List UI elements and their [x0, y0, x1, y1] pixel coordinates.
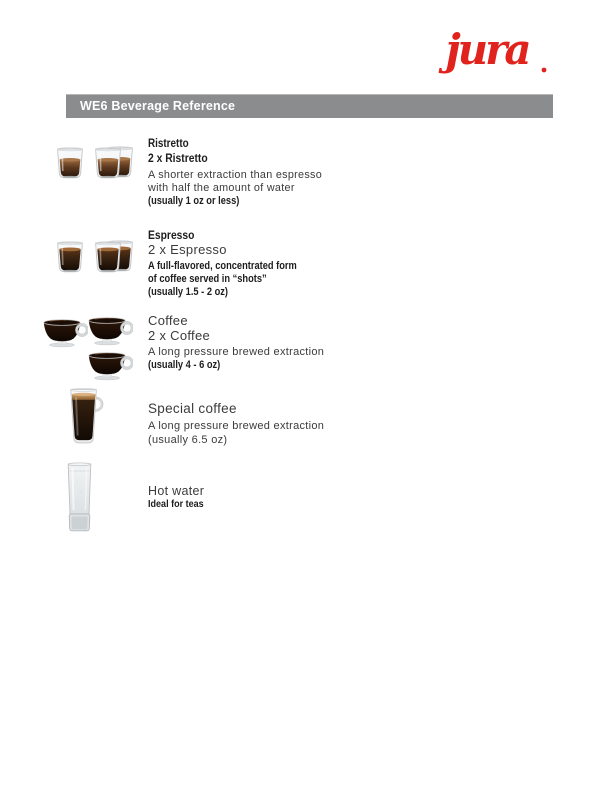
beverage-description-line: Ideal for teas: [148, 498, 204, 510]
beverage-description-line: A shorter extraction than espresso: [148, 169, 323, 181]
beverage-subtitle: 2 x Ristretto: [148, 151, 208, 165]
jura-logo-graphic: [425, 18, 560, 82]
beverage-note: (usually 4 - 6 oz): [148, 359, 221, 371]
beverage-section-coffee: [0, 313, 612, 383]
ristretto-glass-double-image: [93, 146, 137, 182]
beverage-description-line: A long pressure brewed extraction: [148, 420, 325, 432]
beverage-section-hot-water: [0, 462, 612, 542]
beverage-note: (usually 6.5 oz): [148, 434, 228, 446]
beverage-title: Coffee: [148, 313, 188, 328]
beverage-subtitle: 2 x Espresso: [148, 242, 227, 257]
hot-water-glass-image: [65, 462, 94, 538]
espresso-text-block: [148, 228, 321, 299]
beverage-title: Special coffee: [148, 401, 237, 416]
jura-logo-text: jura: [445, 25, 529, 74]
beverage-section-special-coffee: [0, 388, 612, 458]
ristretto-text-block: [148, 137, 322, 208]
registered-mark-dot: [542, 68, 547, 73]
beverage-title: Ristretto: [148, 138, 189, 150]
beverage-section-espresso: [0, 228, 612, 308]
special-coffee-text-block: [148, 401, 324, 447]
section-header-bar: [66, 94, 553, 118]
beverage-title: Hot water: [148, 484, 205, 498]
beverage-description-line: with half the amount of water: [148, 181, 295, 194]
beverage-description-line: A long pressure brewed extraction: [148, 346, 325, 358]
coffee-cup-single-image: [42, 318, 88, 353]
beverage-description-line: of coffee served in “shots”: [148, 272, 267, 285]
special-coffee-glass-image: [66, 388, 104, 452]
beverage-description-line: A full-flavored, concentrated form: [148, 260, 297, 272]
jura-logo: [425, 18, 560, 82]
page-title: WE6 Beverage Reference: [80, 99, 236, 113]
beverage-note: (usually 1.5 - 2 oz): [148, 286, 228, 298]
beverage-title: Espresso: [148, 228, 195, 242]
espresso-glass-double-image: [93, 240, 137, 276]
beverage-subtitle: 2 x Coffee: [148, 328, 211, 343]
ristretto-glass-single-image: [55, 147, 85, 185]
hot-water-text-block: [148, 484, 213, 511]
beverage-section-ristretto: [0, 137, 612, 217]
beverage-note: (usually 1 oz or less): [148, 195, 240, 207]
coffee-text-block: [148, 313, 324, 372]
coffee-cup-double-image: [87, 316, 145, 348]
espresso-glass-single-image: [55, 241, 85, 279]
